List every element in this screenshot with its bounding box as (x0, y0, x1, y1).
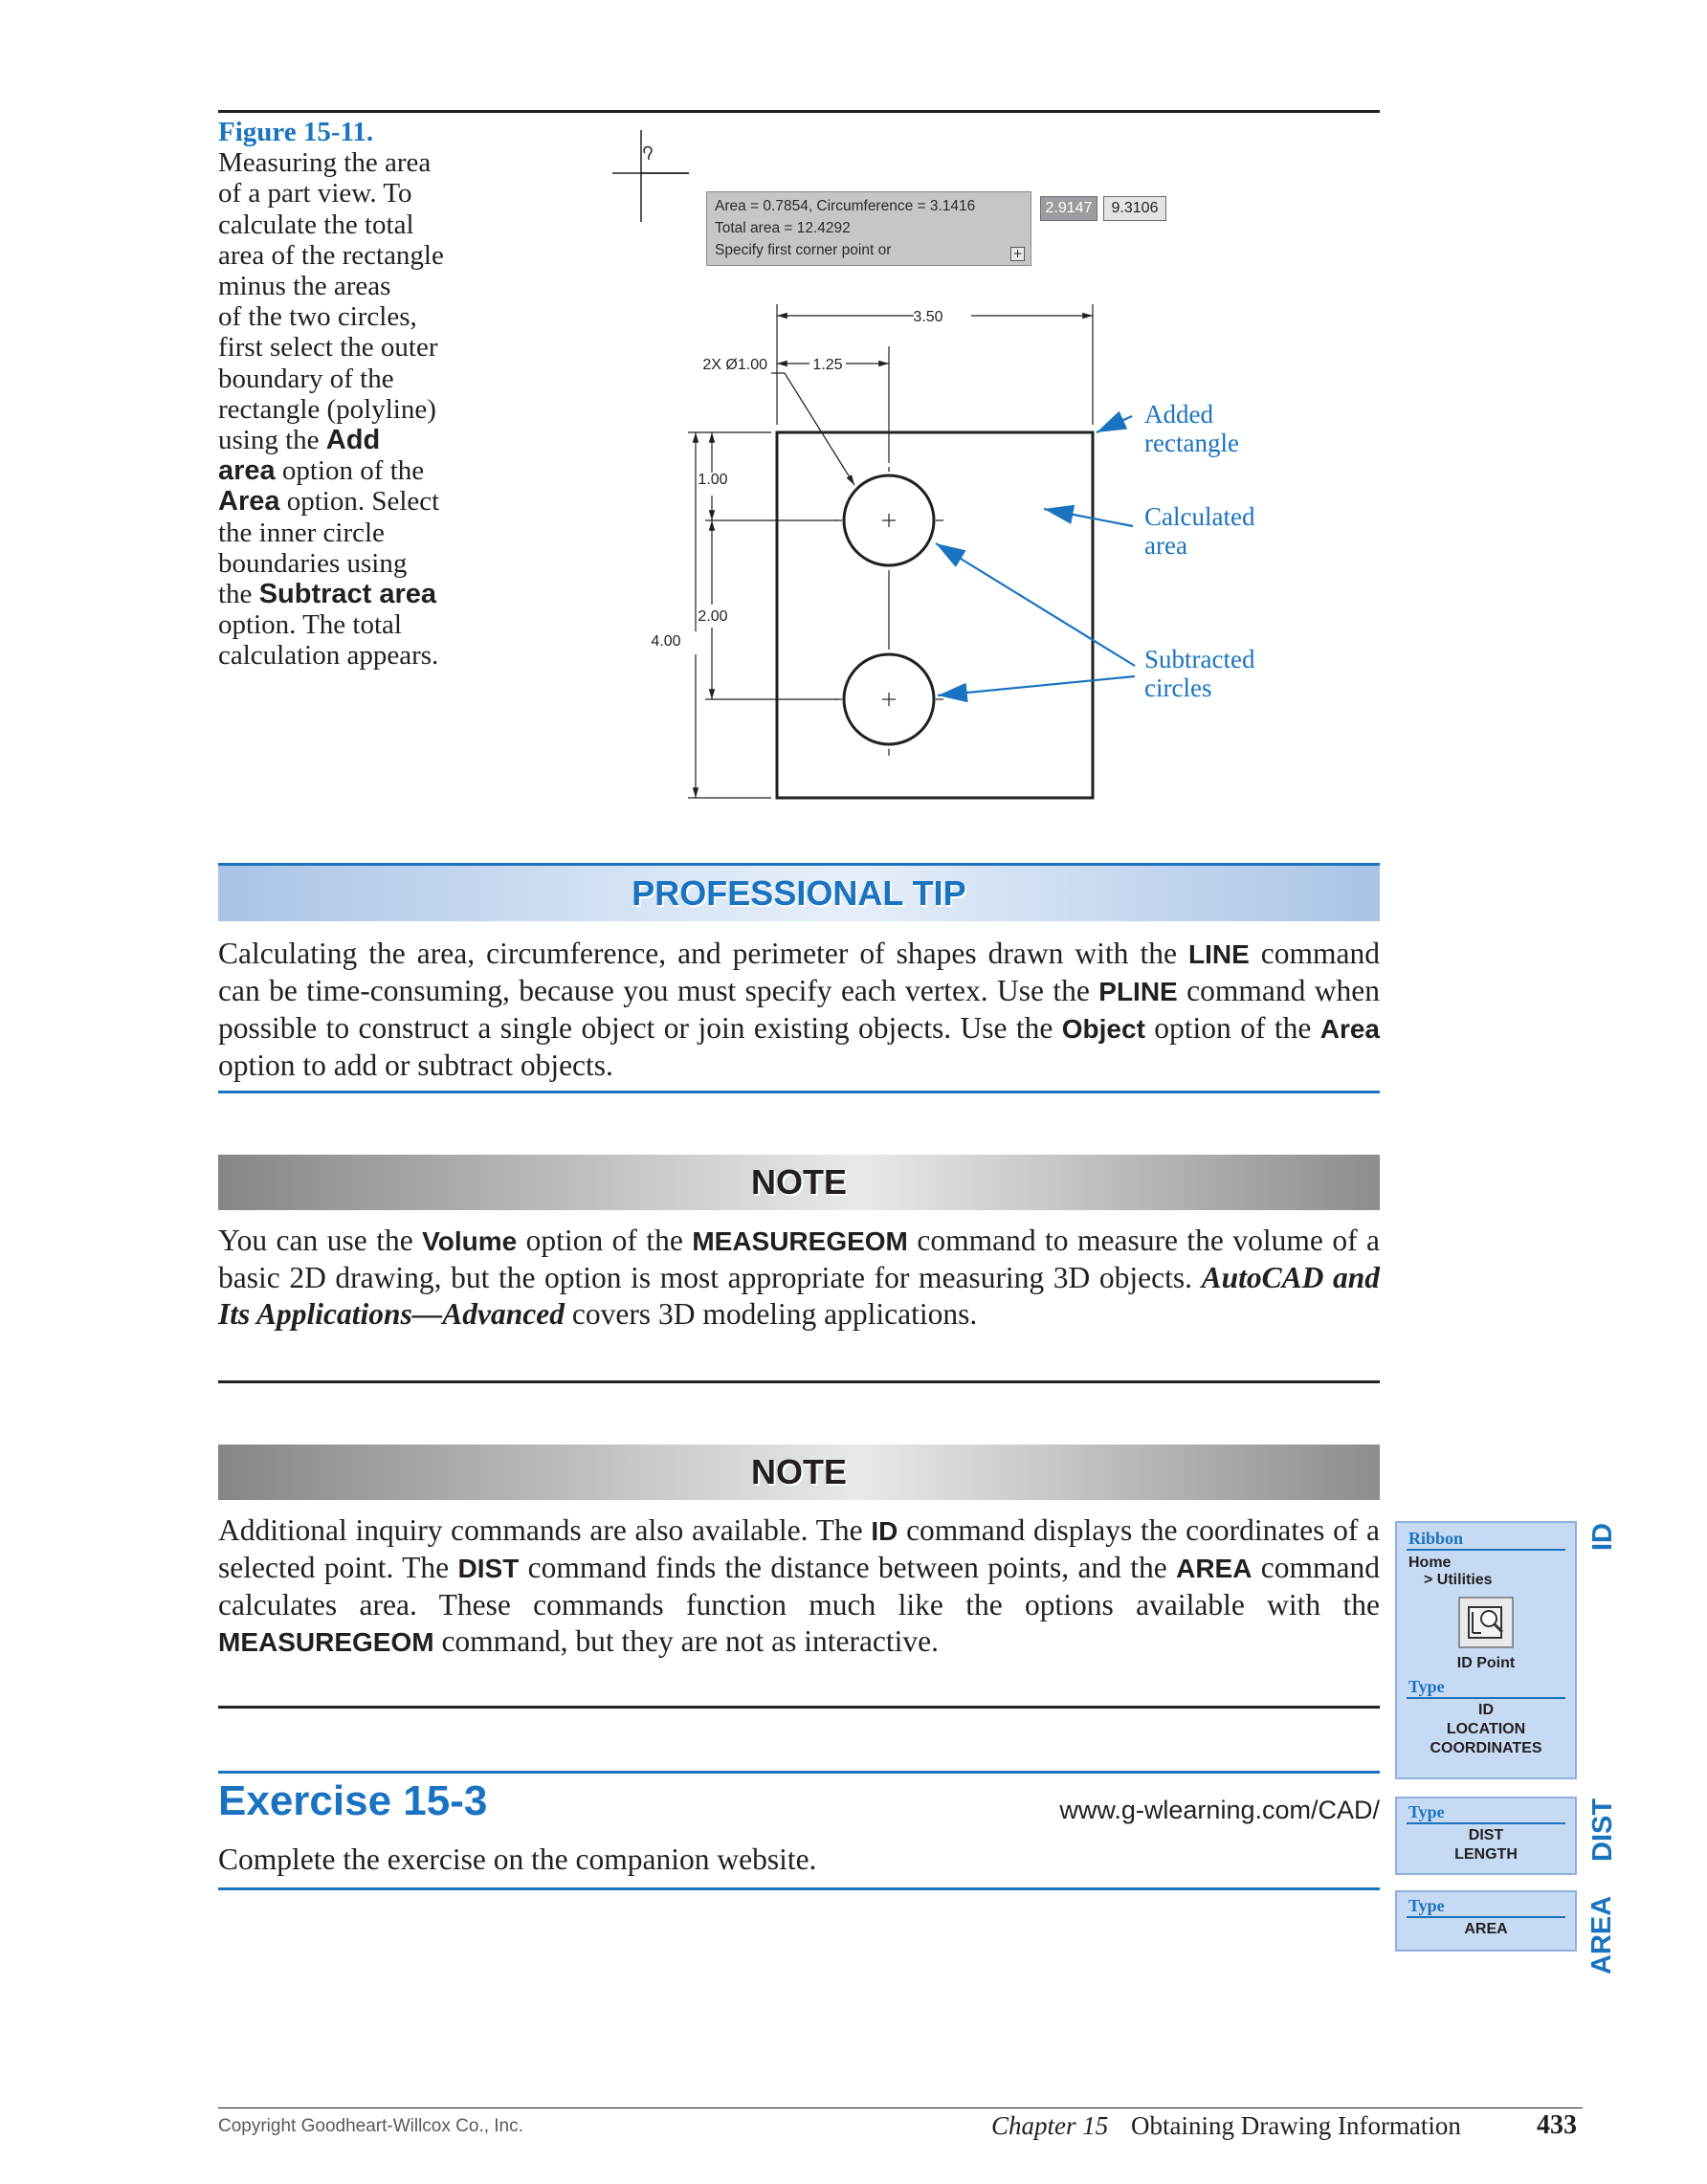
caption-line (218, 271, 496, 301)
ribbon-panel-utilities[interactable]: > Utilities (1424, 1572, 1493, 1588)
area-type-rule (1407, 1916, 1565, 1918)
caption-line (218, 394, 496, 425)
text-run: minus the areas (218, 271, 391, 302)
text-run: option of the (275, 455, 425, 487)
footer-chapter: Chapter 15 (991, 2111, 1109, 2140)
dim-offset-x: 1.25 (812, 357, 843, 373)
command-term: ID (871, 1516, 898, 1546)
command-term: DIST (457, 1554, 520, 1583)
note-2-bottom-rule (218, 1706, 1380, 1709)
text-run: option of the (1144, 1011, 1320, 1045)
text-run: option. Select (279, 486, 440, 518)
type-rule (1407, 1697, 1565, 1699)
exercise-bottom-rule (218, 1887, 1380, 1890)
ribbon-heading: Ribbon (1408, 1529, 1464, 1548)
figure-top-rule (218, 110, 1380, 113)
book-title: AutoCAD and Its Applications—Advanced (218, 1261, 1380, 1331)
command-term: Area (218, 486, 280, 518)
id-point-label: ID Point (1456, 1655, 1516, 1671)
tip-bottom-rule (218, 1091, 1380, 1093)
part-view-drawing (612, 124, 1282, 813)
text-run: boundaries using (218, 547, 408, 579)
id-point-icon (1460, 1599, 1512, 1646)
type-heading: Type (1408, 1677, 1445, 1696)
text-run: option of the (517, 1224, 693, 1257)
command-term: Object (1061, 1014, 1145, 1044)
command-term: Subtract area (258, 579, 437, 610)
caption-line (218, 425, 496, 455)
caption-line (218, 548, 496, 579)
exercise-title: Exercise 15-3 (218, 1777, 488, 1824)
type-location: LOCATION (1446, 1721, 1526, 1737)
crosshair-cursor-icon (612, 130, 689, 222)
exercise-top-rule (218, 1771, 1380, 1774)
text-run: the inner circle (218, 517, 385, 548)
footer-rule (218, 2107, 1583, 2108)
text-run: area of the rectangle (218, 239, 444, 271)
added-rectangle (777, 432, 1093, 798)
command-term: MEASUREGEOM (218, 1627, 434, 1657)
caption-line (218, 579, 496, 609)
dist-type-rule (1407, 1822, 1565, 1824)
tooltip-area-line: Area = 0.7854, Circumference = 3.1416 (715, 198, 976, 214)
text-run: Measuring the area (218, 147, 432, 179)
figure-caption (218, 117, 496, 672)
text-run: command to measure the volume of a basic 2D drawing, but the option is most appropriate for measuring 3D objects. (218, 1224, 1380, 1294)
dim-height: 4.00 (651, 633, 681, 650)
command-term: area (218, 455, 276, 487)
note-bottom-rule (218, 1380, 1380, 1383)
figure-title: Figure 15-11. (218, 117, 374, 147)
callout-added-rectangle: Added rectangle (1144, 400, 1239, 457)
caption-line (218, 486, 496, 517)
command-term: AREA (1176, 1554, 1253, 1583)
text-run: of the two circles, (218, 301, 417, 333)
professional-tip-body (218, 936, 1380, 1084)
dim-spacing: 2.00 (698, 608, 728, 625)
dist-type-heading: Type (1408, 1802, 1445, 1821)
text-run: option. The total (218, 609, 402, 641)
note-body (218, 1223, 1380, 1333)
callout-calculated-area: Calculated area (1144, 502, 1255, 560)
tooltip-prompt-line: Specify first corner point or (715, 242, 892, 258)
footer-chapter-title: Obtaining Drawing Information (1131, 2111, 1461, 2140)
subtracted-leader-upper (936, 543, 1135, 666)
area-type-heading: Type (1408, 1896, 1445, 1915)
text-run: covers 3D modeling applications. (564, 1297, 978, 1331)
callout-subtracted-circles: Subtracted circles (1144, 645, 1255, 702)
caption-line (218, 147, 496, 178)
tooltip-expand-icon[interactable]: + (1010, 247, 1025, 261)
subtracted-leader-lower (938, 676, 1135, 695)
text-run: boundary of the (218, 363, 394, 394)
ribbon-tab-home[interactable]: Home (1408, 1555, 1452, 1571)
professional-tip-heading: PROFESSIONAL TIP (218, 866, 1380, 921)
text-run: Calculating the area, circumference, and perimeter of shapes drawn with the (218, 937, 1188, 970)
note-heading-2: NOTE (218, 1445, 1380, 1500)
command-term: PLINE (1098, 977, 1178, 1006)
caption-line (218, 178, 496, 209)
caption-line (218, 609, 496, 640)
text-run: the (218, 579, 259, 610)
tooltip-total-line: Total area = 12.4292 (715, 220, 851, 236)
page-number: 433 (1537, 2110, 1577, 2140)
added-leader (1097, 416, 1132, 432)
text-run: command when possible to construct a single object or join existing objects. Use the (218, 974, 1380, 1045)
text-run: Additional inquiry commands are also available. The (218, 1513, 872, 1547)
text-run: command, but they are not as interactive. (433, 1624, 940, 1658)
text-run: of a part view. To (218, 178, 412, 210)
side-tab-id: ID (1587, 1523, 1618, 1551)
caption-line (218, 518, 496, 548)
text-run: command displays the coordinates of a selected point. The (218, 1513, 1381, 1584)
caption-line (218, 332, 496, 363)
id-point-button[interactable] (1458, 1597, 1514, 1648)
ribbon-rule (1407, 1549, 1565, 1551)
text-run: command calculates area. These commands function much like the options available with the (218, 1551, 1381, 1621)
footer-copyright: Copyright Goodheart-Willcox Co., Inc. (218, 2116, 523, 2136)
exercise-url-link[interactable]: www.g-wlearning.com/CAD/ (1059, 1796, 1380, 1824)
area-command-box (1395, 1890, 1577, 1952)
text-run: calculate the total (218, 209, 414, 240)
command-term: Volume (422, 1226, 518, 1256)
command-term: MEASUREGEOM (692, 1226, 908, 1256)
cad-input-x[interactable]: 2.9147 (1040, 196, 1097, 221)
text-run: You can use the (218, 1224, 423, 1257)
type-area: AREA (1464, 1921, 1508, 1937)
type-dist: DIST (1468, 1827, 1504, 1843)
command-term: LINE (1187, 939, 1250, 969)
dim-width: 3.50 (913, 309, 943, 325)
type-length: LENGTH (1454, 1846, 1518, 1863)
side-tab-area: AREA (1586, 1895, 1617, 1974)
caption-line (218, 240, 496, 271)
dist-command-box (1395, 1797, 1577, 1875)
note-heading: NOTE (218, 1155, 1380, 1210)
text-run: option to add or subtract objects. (218, 1048, 613, 1082)
side-tab-dist: DIST (1587, 1798, 1618, 1862)
dim-circle-diameter: 2X Ø1.00 (702, 357, 767, 373)
caption-line (218, 210, 496, 240)
command-term: Add (325, 425, 381, 456)
caption-line (218, 364, 496, 394)
command-term: Area (1319, 1014, 1380, 1044)
note-body-2 (218, 1512, 1380, 1661)
text-run: calculation appears. (218, 640, 439, 672)
text-run: command can be time-consuming, because you must specify each vertex. Use the (218, 937, 1381, 1007)
text-run: first select the outer (218, 332, 438, 364)
text-run: rectangle (polyline) (218, 393, 436, 425)
caption-line (218, 301, 496, 332)
dim-offset-y: 1.00 (698, 472, 728, 488)
caption-line (218, 640, 496, 671)
id-command-box (1395, 1521, 1577, 1779)
type-coordinates: COORDINATES (1430, 1740, 1542, 1756)
text-run: using the (218, 425, 326, 456)
type-id: ID (1478, 1702, 1494, 1718)
cad-input-y[interactable]: 9.3106 (1103, 196, 1166, 221)
caption-line (218, 455, 496, 486)
exercise-instruction: Complete the exercise on the companion website. (218, 1842, 817, 1876)
figure-caption-text (218, 147, 496, 671)
text-run: command finds the distance between points, and the (519, 1551, 1177, 1584)
calculated-leader (1044, 509, 1133, 526)
